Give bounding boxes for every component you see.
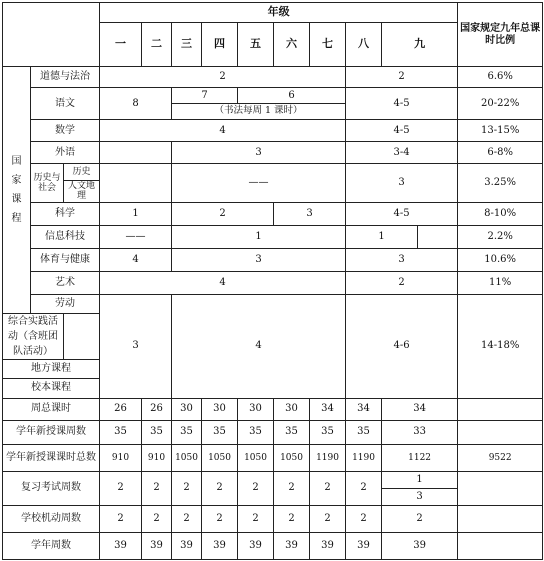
category-char-1: 国 [11,155,22,167]
weeks-g6: 35 [274,420,310,444]
chinese-g7-9: 4-5 [346,88,458,120]
flex-g2: 2 [142,505,172,532]
weeks-ratio [458,420,543,444]
science-ratio: 8-10% [458,202,543,225]
subject-history: 历史 [64,164,100,181]
weeks-g8: 35 [346,420,382,444]
weekly-g2: 26 [142,398,172,420]
subject-history-society [31,164,64,203]
weekly-ratio [458,398,543,420]
year-g1: 39 [100,532,142,559]
ratio-header-text: 国家规定九年总课时比例 [460,23,541,46]
it-ratio: 2.2% [458,225,543,248]
art-g7-9: 2 [346,271,458,294]
art-ratio: 11% [458,271,543,294]
flex-g1: 2 [100,505,142,532]
science-g3-4: 2 [172,202,274,225]
weeks-g2: 35 [142,420,172,444]
review-g5: 2 [238,471,274,505]
subject-human-geography: 人文地理 [64,181,100,203]
weekly-g8: 34 [346,398,382,420]
grade-8: 八 [346,23,382,67]
science-g1-2: 1 [100,202,172,225]
weeks-g3: 35 [172,420,202,444]
year-g8: 39 [346,532,382,559]
math-g1-6: 4 [100,120,346,142]
grade-3: 三 [172,23,202,67]
subject-labor: 劳动 [31,294,100,313]
review-g6: 2 [274,471,310,505]
it-g1-2: —— [100,225,172,248]
row-flex-label: 学校机动周数 [3,505,100,532]
year-g3: 39 [172,532,202,559]
chinese-ratio: 20-22% [458,88,543,120]
history-society-text: 历史与社会 [33,172,61,193]
year-g4: 39 [202,532,238,559]
chinese-g4-6: 6 [238,88,346,104]
review-g4: 2 [202,471,238,505]
review-g9-top: 1 [382,471,458,488]
review-g8: 2 [346,471,382,505]
header-corner-cell [3,3,100,67]
subject-school: 校本课程 [3,378,100,398]
subject-practice [3,313,64,359]
history-ratio: 3.25% [458,164,543,203]
total-g7: 1190 [310,444,346,471]
it-g7-8: 1 [346,225,418,248]
math-ratio: 13-15% [458,120,543,142]
weekly-g5: 30 [238,398,274,420]
year-g6: 39 [274,532,310,559]
year-g2: 39 [142,532,172,559]
subject-math: 数学 [31,120,100,142]
row-year-label: 学年周数 [3,532,100,559]
ratio-header [458,3,543,67]
pe-g3-6: 3 [172,248,346,271]
it-g3-6: 1 [172,225,346,248]
grade-1: 一 [100,23,142,67]
total-g8: 1190 [346,444,382,471]
pe-g1-2: 4 [100,248,172,271]
total-g9: 1122 [382,444,458,471]
subject-art: 艺术 [31,271,100,294]
grade-7: 七 [310,23,346,67]
practice-label-text: 综合实践活动（含班团队活动） [8,315,58,357]
moral-g1-6: 2 [100,67,346,88]
weekly-g9: 34 [382,398,458,420]
flex-g5: 2 [238,505,274,532]
weeks-g7: 35 [310,420,346,444]
curriculum-table [2,2,543,560]
it-g9 [418,225,458,248]
moral-ratio: 6.6% [458,67,543,88]
review-g2: 2 [142,471,172,505]
row-weekly-label: 周总课时 [3,398,100,420]
art-g1-6: 4 [100,271,346,294]
review-g7: 2 [310,471,346,505]
weekly-g1: 26 [100,398,142,420]
row-weeks-label: 学年新授课周数 [3,420,100,444]
flex-ratio [458,505,543,532]
science-g5-6: 3 [274,202,346,225]
review-g1: 2 [100,471,142,505]
year-ratio [458,532,543,559]
chinese-calligraphy-note: （书法每周 1 课时） [172,104,346,120]
total-g5: 1050 [238,444,274,471]
combined-g3-6: 4 [172,294,346,398]
year-g5: 39 [238,532,274,559]
foreign-ratio: 6-8% [458,142,543,164]
subject-foreign: 外语 [31,142,100,164]
category-char-3: 课 [11,193,22,205]
flex-g3: 2 [172,505,202,532]
chinese-g1-2: 8 [100,88,172,120]
weeks-g5: 35 [238,420,274,444]
review-g9-bottom: 3 [382,488,458,505]
weekly-g3: 30 [172,398,202,420]
review-g3: 2 [172,471,202,505]
year-g7: 39 [310,532,346,559]
combined-ratio: 14-18% [458,294,543,398]
grade-4: 四 [202,23,238,67]
row-total-label: 学年新授课课时总数 [3,444,100,471]
weeks-g4: 35 [202,420,238,444]
grade-5: 五 [238,23,274,67]
combined-g1-2: 3 [100,294,172,398]
grade-9: 九 [382,23,458,67]
chinese-g3: 7 [172,88,238,104]
flex-g7: 2 [310,505,346,532]
category-char-4: 程 [11,212,22,224]
category-label [3,152,30,228]
combined-g7-9: 4-6 [346,294,458,398]
grade-6: 六 [274,23,310,67]
subject-it: 信息科技 [31,225,100,248]
category-char-2: 家 [11,174,22,186]
foreign-g1-2 [100,142,172,164]
total-g2: 910 [142,444,172,471]
subject-local: 地方课程 [3,359,100,378]
flex-g4: 2 [202,505,238,532]
weekly-g6: 30 [274,398,310,420]
flex-g8: 2 [346,505,382,532]
row-review-label: 复习考试周数 [3,471,100,505]
history-g7-9: 3 [346,164,458,203]
pe-g7-9: 3 [346,248,458,271]
total-g1: 910 [100,444,142,471]
history-g1-2 [100,164,172,203]
weeks-g9: 33 [382,420,458,444]
total-g3: 1050 [172,444,202,471]
grade-header: 年级 [100,3,458,23]
flex-g9: 2 [382,505,458,532]
subject-moral: 道德与法治 [31,67,100,88]
weekly-g7: 34 [310,398,346,420]
moral-g7-9: 2 [346,67,458,88]
flex-g6: 2 [274,505,310,532]
history-g3-6: —— [172,164,346,203]
category-cell [3,67,31,314]
math-g7-9: 4-5 [346,120,458,142]
total-g6: 1050 [274,444,310,471]
pe-ratio: 10.6% [458,248,543,271]
total-ratio: 9522 [458,444,543,471]
weekly-g4: 30 [202,398,238,420]
total-g4: 1050 [202,444,238,471]
weeks-g1: 35 [100,420,142,444]
subject-pe: 体育与健康 [31,248,100,271]
foreign-g3-6: 3 [172,142,346,164]
review-ratio [458,471,543,505]
year-g9: 39 [382,532,458,559]
subject-science: 科学 [31,202,100,225]
science-g7-9: 4-5 [346,202,458,225]
subject-chinese: 语文 [31,88,100,120]
grade-2: 二 [142,23,172,67]
foreign-g7-9: 3-4 [346,142,458,164]
